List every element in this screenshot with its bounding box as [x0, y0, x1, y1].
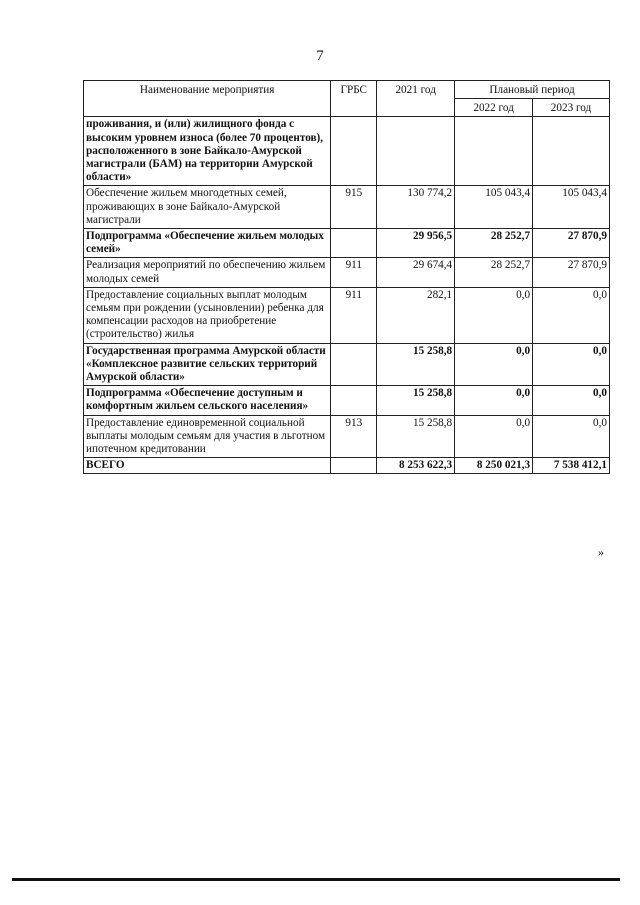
- cell-grbs: [331, 229, 377, 258]
- cell-name: Предоставление единовременной социальной выплаты молодым семьям для участия в льготном ипотечном кредитовании: [84, 415, 331, 458]
- cell-2023: 105 043,4: [533, 186, 610, 229]
- cell-2021: 15 258,8: [377, 343, 455, 386]
- header-plan-period: Плановый период: [455, 81, 610, 99]
- budget-table: [83, 80, 610, 474]
- cell-2021: 29 956,5: [377, 229, 455, 258]
- cell-2021: 282,1: [377, 287, 455, 343]
- table-row: [84, 458, 610, 474]
- cell-2021: 130 774,2: [377, 186, 455, 229]
- cell-grbs: [331, 343, 377, 386]
- cell-2022: 8 250 021,3: [455, 458, 533, 474]
- cell-grbs: [331, 386, 377, 415]
- cell-2023: 0,0: [533, 415, 610, 458]
- cell-grbs: [331, 117, 377, 186]
- header-name: Наименование мероприятия: [84, 81, 331, 117]
- cell-name: ВСЕГО: [84, 458, 331, 474]
- header-grbs: ГРБС: [331, 81, 377, 117]
- table-header: [84, 81, 610, 117]
- header-2023: 2023 год: [533, 99, 610, 117]
- cell-2021: 29 674,4: [377, 258, 455, 287]
- cell-2021: 8 253 622,3: [377, 458, 455, 474]
- cell-2022: [455, 117, 533, 186]
- cell-name: Обеспечение жильем многодетных семей, проживающих в зоне Байкало-Амурской магистрали: [84, 186, 331, 229]
- header-2022: 2022 год: [455, 99, 533, 117]
- cell-2021: 15 258,8: [377, 386, 455, 415]
- table-row: [84, 258, 610, 287]
- cell-2022: 28 252,7: [455, 258, 533, 287]
- cell-2021: 15 258,8: [377, 415, 455, 458]
- cell-name: Предоставление социальных выплат молодым семьям при рождении (усыновлении) ребенка для компенсации расходов на приобретение (строительство) жилья: [84, 287, 331, 343]
- table-row: [84, 386, 610, 415]
- cell-grbs: 911: [331, 258, 377, 287]
- header-2021: 2021 год: [377, 81, 455, 117]
- table-body: [84, 117, 610, 474]
- cell-grbs: 911: [331, 287, 377, 343]
- cell-2022: 0,0: [455, 386, 533, 415]
- table-row: [84, 343, 610, 386]
- cell-name: Реализация мероприятий по обеспечению жильем молодых семей: [84, 258, 331, 287]
- cell-2023: 0,0: [533, 386, 610, 415]
- page-number: 7: [316, 48, 324, 64]
- cell-2023: 0,0: [533, 287, 610, 343]
- cell-grbs: 913: [331, 415, 377, 458]
- cell-name: Подпрограмма «Обеспечение жильем молодых семей»: [84, 229, 331, 258]
- table-row: [84, 229, 610, 258]
- cell-name: Государственная программа Амурской области «Комплексное развитие сельских территорий Амурской области»: [84, 343, 331, 386]
- cell-2022: 28 252,7: [455, 229, 533, 258]
- footer-rule: [12, 878, 620, 881]
- cell-2022: 0,0: [455, 415, 533, 458]
- cell-2023: 0,0: [533, 343, 610, 386]
- closing-quote: »: [598, 545, 604, 559]
- cell-2023: 27 870,9: [533, 258, 610, 287]
- table-row: [84, 186, 610, 229]
- cell-2022: 0,0: [455, 343, 533, 386]
- cell-name: проживания, и (или) жилищного фонда с высоким уровнем износа (более 70 процентов), расположенного в зоне Байкало-Амурской магистрали (БАМ) на территории Амурской области»: [84, 117, 331, 186]
- cell-grbs: [331, 458, 377, 474]
- cell-2023: 27 870,9: [533, 229, 610, 258]
- cell-2023: 7 538 412,1: [533, 458, 610, 474]
- cell-2023: [533, 117, 610, 186]
- cell-name: Подпрограмма «Обеспечение доступным и комфортным жильем сельского населения»: [84, 386, 331, 415]
- cell-2022: 0,0: [455, 287, 533, 343]
- table-row: [84, 415, 610, 458]
- table-row: [84, 287, 610, 343]
- cell-2021: [377, 117, 455, 186]
- cell-2022: 105 043,4: [455, 186, 533, 229]
- cell-grbs: 915: [331, 186, 377, 229]
- table-row: [84, 117, 610, 186]
